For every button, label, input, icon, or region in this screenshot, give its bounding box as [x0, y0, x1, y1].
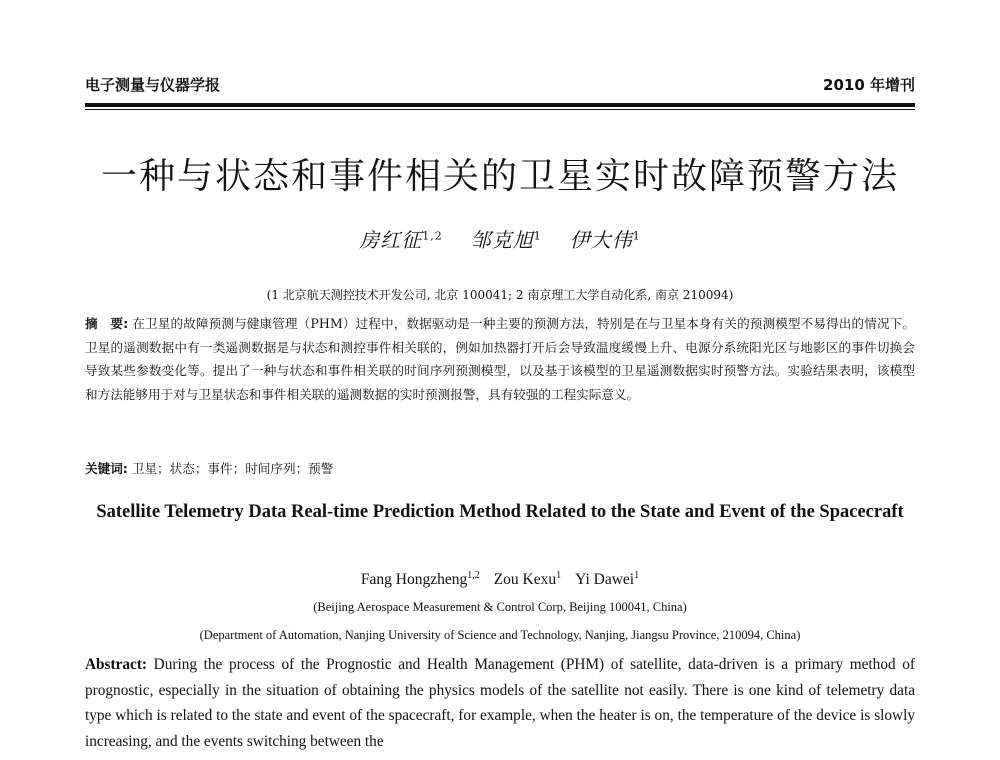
affiliation-english-1: (Beijing Aerospace Measurement & Control Corp, Beijing 100041, China) — [313, 600, 687, 614]
keywords-chinese-text: 卫星；状态；事件；时间序列；预警 — [131, 461, 334, 476]
author-affil-mark: 1 — [634, 570, 640, 581]
author-affil-mark: 1 — [556, 570, 562, 581]
abstract-chinese — [85, 312, 915, 406]
abstract-english-text: During the process of the Prognostic and Health Management (PHM) of satellite, data-driven is a primary method of prognostic, especially in the situation of obtaining the physics models of the satellite not easily. There is one kind of telemetry data type which is related to the state and event of the spacecraft, for example, when the heater is on, the temperature of the device is slowly increasing, and the events switching between the — [85, 656, 916, 750]
author-name: 房红征 — [359, 228, 423, 252]
authors-chinese — [0, 224, 1000, 253]
running-header — [85, 70, 915, 96]
issue-label: 2010 年增刊 — [823, 76, 915, 94]
author-name: 伊大伟 — [569, 228, 633, 252]
author-name: 邹克旭 — [470, 228, 534, 252]
affiliation-chinese: (1 北京航天测控技术开发公司, 北京 100041; 2 南京理工大学自动化系, 南京 210094) — [266, 288, 734, 302]
abstract-english — [85, 652, 915, 754]
abstract-chinese-text: 在卫星的故障预测与健康管理（PHM）过程中，数据驱动是一种主要的预测方法，特别是在与卫星本身有关的预测模型不易得出的情况下。卫星的遥测数据中有一类遥测数据是与状态和测控事件相关联的，例如加热器打开后会导致温度缓慢上升、电源分系统阳光区与地影区的事件切换会导致某些参数变化等。提出了一种与状态和事件相关联的时间序列预测模型，以及基于该模型的卫星遥测数据实时预警方法。实验结果表明，该模型和方法能够用于对与卫星状态和事件相关联的遥测数据的实时预测报警，具有较强的工程实际意义。 — [85, 316, 915, 402]
keywords-chinese — [85, 458, 915, 477]
abstract-english-label: Abstract: — [85, 656, 148, 673]
affiliation-english-2: (Department of Automation, Nanjing University of Science and Technology, Nanjing, Jiangsu Province, 210094, China) — [199, 628, 801, 642]
authors-english — [0, 570, 1000, 589]
author-name: Yi Dawei — [575, 571, 635, 589]
author-name: Fang Hongzheng — [360, 571, 468, 589]
abstract-chinese-label: 摘 要: — [85, 316, 129, 331]
journal-name: 电子测量与仪器学报 — [85, 76, 221, 94]
author-name: Zou Kexu — [493, 571, 557, 589]
author-affil-mark: 1 — [533, 229, 542, 243]
author-affil-mark: 1 — [632, 229, 641, 243]
title-english: Satellite Telemetry Data Real-time Prediction Method Related to the State and Event of the Spacecraft — [96, 502, 904, 522]
header-rule-thick — [85, 103, 915, 107]
author-affil-mark: 1,2 — [422, 229, 443, 243]
author-affil-mark: 1,2 — [467, 570, 480, 581]
title-chinese: 一种与状态和事件相关的卫星实时故障预警方法 — [100, 156, 899, 197]
keywords-chinese-label: 关键词: — [85, 461, 128, 476]
header-rule-thin — [85, 109, 915, 110]
